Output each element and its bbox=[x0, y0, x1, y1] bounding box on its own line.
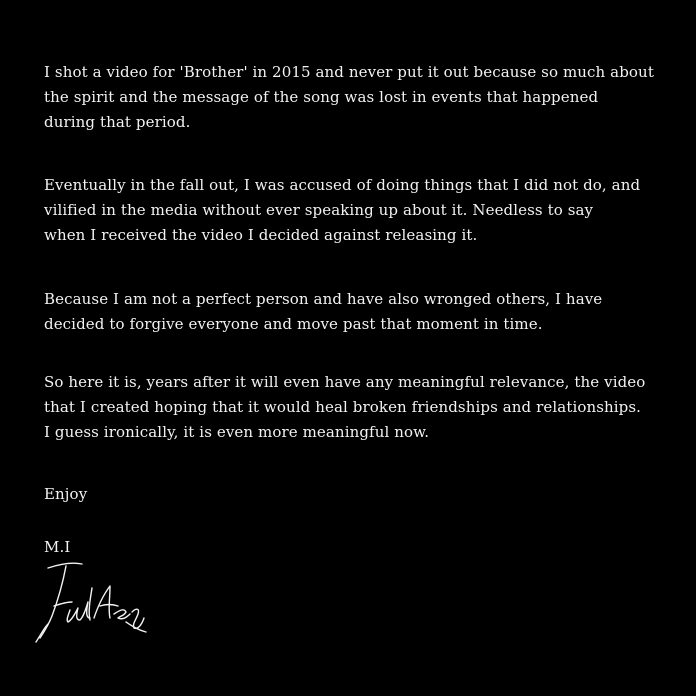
paragraph-2: Eventually in the fall out, I was accused of doing things that I did not do, and vilified in the media without ever speaking up about it. Needless to say when I received the video I decided against releasing it. bbox=[44, 176, 641, 244]
handwritten-signature bbox=[30, 558, 150, 646]
paragraph-3: Because I am not a perfect person and have also wronged others, I have decided to forgive everyone and move past that moment in time. bbox=[44, 290, 603, 333]
closing-line: Enjoy bbox=[44, 485, 88, 503]
paragraph-1: I shot a video for 'Brother' in 2015 and never put it out because so much about the spirit and the message of the song was lost in events that happened during that period. bbox=[44, 63, 654, 131]
paragraph-4: So here it is, years after it will even have any meaningful relevance, the video that I created hoping that it would heal broken friendships and relationships. I guess ironically, it is even more meaningful now. bbox=[44, 373, 646, 441]
signoff-initials: M.I bbox=[44, 538, 71, 556]
